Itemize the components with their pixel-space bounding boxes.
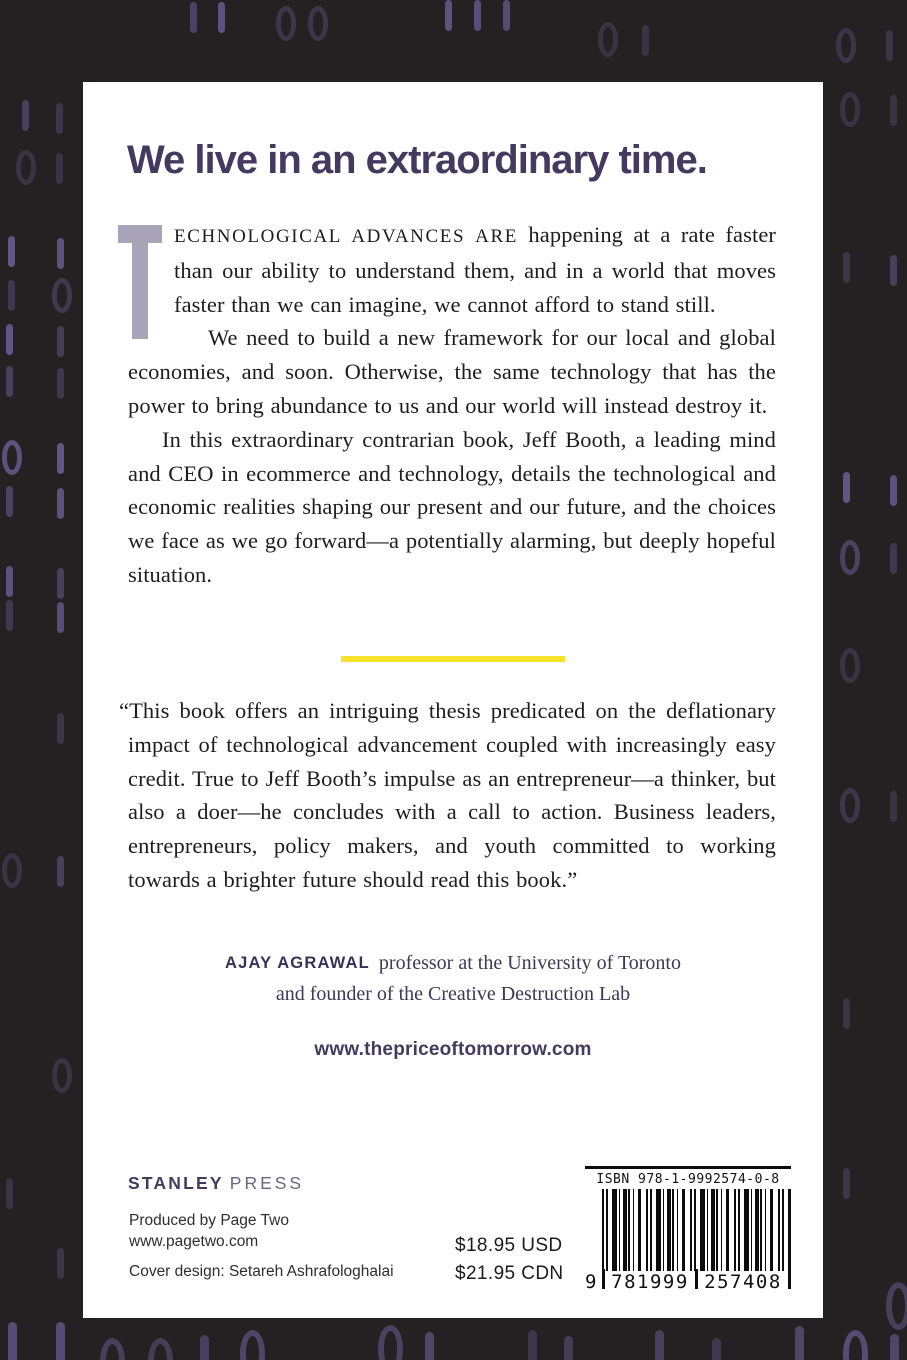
binary-digit <box>276 6 296 41</box>
binary-digit <box>425 1332 434 1360</box>
binary-digit <box>6 600 13 631</box>
binary-digit <box>843 1330 868 1360</box>
endorser-role-line-1: professor at the University of Toronto <box>378 952 681 974</box>
binary-digit <box>843 998 850 1029</box>
binary-digit <box>445 0 452 31</box>
yellow-divider <box>341 656 565 662</box>
binary-digit <box>843 252 850 283</box>
binary-digit <box>6 366 13 397</box>
binary-digit <box>890 475 897 506</box>
binary-digit <box>8 1322 17 1360</box>
binary-digit <box>843 1168 850 1199</box>
binary-digit <box>57 443 64 474</box>
barcode-guard-right <box>788 1269 791 1289</box>
synopsis-paragraph-1 <box>128 218 776 321</box>
endorser-line-1 <box>83 948 823 979</box>
binary-digit <box>840 92 860 127</box>
binary-digit <box>100 1338 125 1360</box>
isbn-barcode <box>585 1166 791 1293</box>
binary-digit <box>890 543 897 574</box>
synopsis <box>128 218 776 592</box>
binary-digit <box>598 22 618 57</box>
binary-digit <box>22 100 29 131</box>
binary-digit <box>57 1248 64 1279</box>
endorser-role-line-2: and founder of the Creative Destruction Lab <box>275 983 631 1005</box>
synopsis-paragraph-1-text: happening at a rate faster than our ability to understand them, and in a world that moves faster than we can imagine, we cannot afford to stand still. <box>174 222 776 317</box>
publisher-name-light: PRESS <box>229 1173 305 1193</box>
back-cover-card <box>83 82 823 1318</box>
binary-digit <box>2 853 22 888</box>
binary-digit <box>836 28 856 63</box>
binary-digit <box>712 1338 721 1360</box>
produced-by-line: Produced by Page Two <box>129 1212 289 1229</box>
binary-digit <box>890 1334 899 1360</box>
binary-digit <box>240 1330 265 1360</box>
binary-digit <box>57 713 64 744</box>
binary-digit <box>840 788 860 823</box>
isbn-label: ISBN 978-1-9992574-0-8 <box>596 1172 780 1187</box>
binary-digit <box>655 1330 664 1360</box>
barcode-top-rule <box>585 1166 791 1169</box>
binary-digit <box>6 1178 13 1209</box>
barcode-digits <box>602 1271 791 1293</box>
cover-design-credit: Cover design: Setareh Ashrafologhalai <box>129 1263 394 1280</box>
binary-digit <box>56 103 63 134</box>
binary-digit <box>528 1330 537 1360</box>
producer-url: www.pagetwo.com <box>129 1233 259 1250</box>
dropcap-stem <box>132 225 148 339</box>
binary-digit <box>57 488 64 519</box>
binary-digit <box>308 6 328 41</box>
binary-digit <box>2 440 22 475</box>
binary-digit <box>795 1326 804 1360</box>
publisher-logo <box>128 1173 304 1194</box>
binary-digit <box>57 368 64 399</box>
price-cdn: $21.95 CDN <box>455 1262 564 1284</box>
binary-digit <box>57 602 64 633</box>
binary-digit <box>148 1338 173 1360</box>
binary-digit <box>378 1325 403 1360</box>
barcode-digit-left: 9 <box>585 1271 597 1293</box>
price-usd: $18.95 USD <box>455 1235 563 1256</box>
binary-digit <box>840 648 860 683</box>
binary-digit <box>57 326 64 357</box>
dropcap-letter-t <box>118 225 162 339</box>
binary-digit <box>57 238 64 269</box>
binary-digit <box>6 324 13 355</box>
barcode-row <box>585 1189 791 1293</box>
binary-digit <box>890 255 897 286</box>
binary-digit <box>8 236 15 267</box>
binary-digit <box>52 278 72 313</box>
barcode-digit-group-1: 781999 <box>611 1271 689 1293</box>
book-website-link[interactable]: www.thepriceoftomorrow.com <box>314 1039 592 1060</box>
synopsis-paragraph-2: We need to build a new framework for our local and global economies, and soon. Otherwise, the same technology that has the power to bring abundance to us and our world will instead destroy it. <box>128 325 776 418</box>
binary-digit <box>52 1058 72 1093</box>
binary-digit <box>6 486 13 517</box>
barcode-guard-center <box>695 1269 698 1289</box>
binary-digit <box>56 153 63 184</box>
production-credits <box>129 1210 289 1252</box>
binary-digit <box>8 280 15 311</box>
synopsis-paragraph-3: In this extraordinary contrarian book, Jeff Booth, a leading mind and CEO in ecommerce and technology, details the technological and economic realities shaping our present and our future, and the choices we face as we go forward—a potentially alarming, but deeply hopeful situation. <box>128 426 776 587</box>
endorser-name: AJAY AGRAWAL <box>225 954 370 972</box>
binary-digit <box>843 472 850 503</box>
binary-digit <box>890 791 897 822</box>
binary-digit <box>840 540 860 575</box>
barcode-main <box>602 1189 791 1293</box>
barcode-guard-left <box>602 1269 605 1289</box>
binary-digit <box>474 0 481 31</box>
binary-digit <box>503 0 510 31</box>
barcode-bars <box>602 1189 791 1271</box>
endorsement-attribution <box>83 948 823 1009</box>
binary-digit <box>57 568 64 599</box>
binary-digit <box>564 1336 573 1360</box>
binary-digit <box>642 25 649 56</box>
binary-digit <box>890 95 897 126</box>
headline: We live in an extraordinary time. <box>127 138 707 182</box>
binary-digit <box>57 856 64 887</box>
synopsis-lead-smallcaps: ECHNOLOGICAL ADVANCES ARE <box>174 226 518 247</box>
binary-digit <box>6 566 13 597</box>
binary-digit <box>886 1282 907 1330</box>
binary-digit <box>56 1322 65 1360</box>
binary-digit <box>886 30 893 61</box>
endorsement-quote: “This book offers an intriguing thesis predicated on the deflationary impact of technological advancement coupled with increasingly easy credit. True to Jeff Booth’s impulse as an entrepreneur—a thinker, but also a doer—he concludes with a call to action. Business leaders, entrepreneurs, policy makers, and youth committed to working towards a brighter future should read this book.” <box>119 698 776 892</box>
binary-digit <box>190 2 197 33</box>
binary-digit <box>16 150 36 185</box>
barcode-digit-group-2: 257408 <box>704 1271 782 1293</box>
price-block <box>455 1232 564 1287</box>
binary-digit <box>218 2 225 33</box>
binary-digit <box>200 1335 209 1360</box>
publisher-name-bold: STANLEY <box>128 1173 224 1193</box>
